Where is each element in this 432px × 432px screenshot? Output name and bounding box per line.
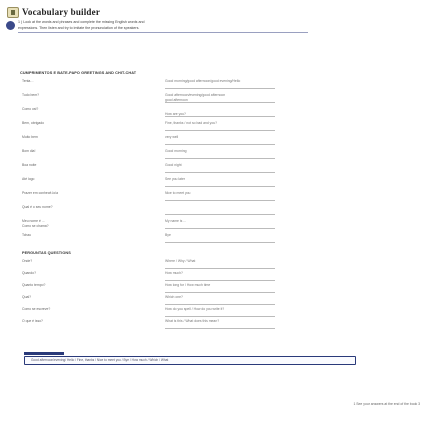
term-text: Qual é o seu nome? — [22, 205, 53, 209]
answer-text: very well — [165, 135, 179, 139]
term-row — [22, 232, 162, 242]
instructions-divider — [18, 32, 308, 33]
term-text: Qual? — [22, 295, 32, 299]
answer-text: Bye — [165, 233, 171, 237]
answer-underline — [165, 242, 275, 243]
answer-field[interactable] — [165, 258, 315, 268]
answer-field[interactable] — [165, 120, 315, 130]
answer-text: Good afternoon/evening/good afternoon — [165, 93, 226, 97]
answer-bar[interactable] — [24, 352, 358, 368]
term-row — [22, 106, 162, 116]
answer-text: What is this / What does this mean? — [165, 319, 220, 323]
term-text: Quanto tempo? — [22, 283, 46, 287]
term-row — [22, 176, 162, 186]
answer-underline — [165, 214, 275, 215]
term-text: Muito bem — [22, 135, 38, 139]
term-row — [22, 120, 162, 130]
vocabulary-book-icon — [7, 7, 19, 18]
answer-field[interactable] — [165, 134, 315, 144]
answer-text: My name is ... — [165, 219, 187, 223]
answer-text: How much? — [165, 271, 183, 275]
answer-field[interactable] — [165, 282, 315, 292]
section-title: CUMPRIMENTOS E BATE-PAPO GREETINGS AND CHIT-CHAT — [20, 71, 137, 75]
term-text: Prazer em conhecê-lo/a — [22, 191, 58, 195]
answer-field[interactable] — [165, 176, 315, 186]
answer-underline — [165, 186, 275, 187]
term-text: Quando? — [22, 271, 36, 275]
answer-text: Good morning/good afternoon/good evening/Hello — [165, 79, 241, 83]
answer-field[interactable] — [165, 294, 315, 304]
answer-text: Where / Why / What — [165, 259, 196, 263]
section-title: PERGUNTAS QUESTIONS — [22, 251, 71, 255]
term-row — [22, 190, 162, 200]
answer-field[interactable] — [165, 232, 315, 242]
answer-underline — [165, 328, 275, 329]
term-row — [22, 162, 162, 172]
term-text-secondary: Como se chama? — [22, 224, 49, 228]
answer-text: How long for / How much time — [165, 283, 211, 287]
answer-text: See you later — [165, 177, 185, 181]
term-row — [22, 92, 162, 102]
term-text: Tchau — [22, 233, 32, 237]
answer-text: Which one? — [165, 295, 183, 299]
answer-field[interactable] — [165, 162, 315, 172]
answer-text-secondary: good afternoon — [165, 98, 188, 102]
instructions-text — [18, 20, 308, 33]
answer-underline — [165, 304, 275, 305]
instructions-block — [6, 20, 306, 33]
answer-text-secondary: How are you? — [165, 112, 186, 116]
term-text: Bem, obrigado — [22, 121, 45, 125]
answer-underline — [165, 280, 275, 281]
answer-underline — [165, 158, 275, 159]
answer-field[interactable] — [165, 318, 315, 328]
term-text: Até logo — [22, 177, 35, 181]
answer-field[interactable] — [165, 204, 315, 214]
answer-field[interactable] — [165, 92, 315, 102]
term-text: Como vai? — [22, 107, 39, 111]
term-row — [22, 78, 162, 88]
term-text: Tenta… — [22, 79, 34, 83]
answer-underline — [165, 144, 275, 145]
term-row — [22, 282, 162, 292]
term-text: Como se escreve? — [22, 307, 51, 311]
answer-underline — [165, 268, 275, 269]
app-title: Vocabulary builder — [22, 7, 101, 17]
answer-field[interactable] — [165, 190, 315, 200]
term-row — [22, 204, 162, 214]
app-header — [7, 5, 100, 19]
term-text: Onde? — [22, 259, 33, 263]
answer-underline — [165, 130, 275, 131]
answer-field[interactable] — [165, 148, 315, 158]
term-text: Meu nome é ... — [22, 219, 45, 223]
term-row — [22, 258, 162, 268]
term-text: Bom dia! — [22, 149, 36, 153]
term-row — [22, 134, 162, 144]
term-row — [22, 294, 162, 304]
answer-underline — [165, 116, 275, 117]
answer-underline — [165, 200, 275, 201]
term-row — [22, 148, 162, 158]
answer-text: Good morning — [165, 149, 187, 153]
answer-field[interactable] — [165, 78, 315, 88]
answer-field[interactable] — [165, 106, 315, 116]
term-text: Boa noite — [22, 163, 37, 167]
term-row — [22, 306, 162, 316]
instructions-line: 1 ) Look at the words and phrases and complete the missing English words and — [18, 20, 145, 24]
answer-text: Good afternoon/evening/ Hello / Fine, thanks / Nice to meet you / Bye / How much / Which / What — [31, 358, 169, 362]
term-text: O que é isso? — [22, 319, 43, 323]
answer-bar-tab — [24, 352, 64, 355]
answer-text: Fine, thanks / not so bad and you? — [165, 121, 218, 125]
term-text: Tudo bem? — [22, 93, 40, 97]
term-row — [22, 270, 162, 280]
answer-underline — [165, 228, 275, 229]
page-footer: 1 See your answers at the end of the book 3 — [353, 402, 420, 406]
answer-underline — [165, 292, 275, 293]
answer-text: How do you spell / How do you write it? — [165, 307, 225, 311]
answer-field[interactable] — [165, 306, 315, 316]
answer-underline — [165, 172, 275, 173]
answer-underline — [165, 316, 275, 317]
info-icon — [6, 21, 15, 30]
answer-underline — [165, 88, 275, 89]
answer-text: Nice to meet you — [165, 191, 191, 195]
answer-field[interactable] — [165, 218, 315, 228]
term-row — [22, 218, 162, 228]
answer-input[interactable] — [24, 356, 356, 365]
answer-field[interactable] — [165, 270, 315, 280]
instructions-line: expressions. Then listen and try to imitate the pronunciation of the speakers. — [18, 25, 140, 30]
term-row — [22, 318, 162, 328]
answer-underline — [165, 102, 275, 103]
answer-text: Good night — [165, 163, 182, 167]
